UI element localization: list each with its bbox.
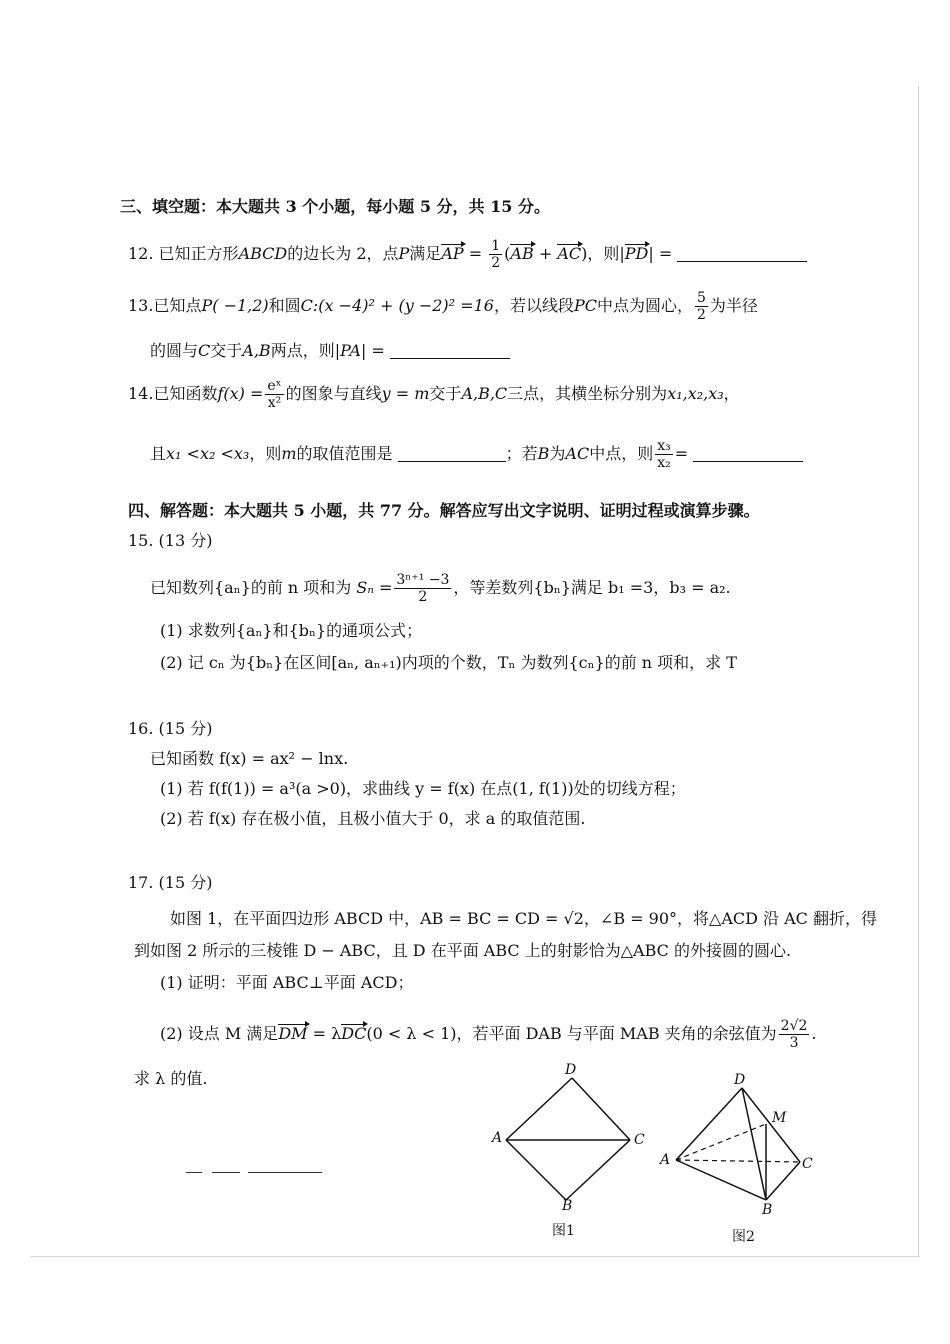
q14-frac2-num: x₃ bbox=[657, 438, 671, 454]
figure-2-hidden-lines bbox=[676, 1124, 800, 1162]
edge-da bbox=[676, 1088, 742, 1160]
q15-number: 15. (13 分) bbox=[128, 531, 213, 550]
q12-text: 满足 bbox=[409, 244, 442, 263]
q13-text: | = bbox=[360, 341, 385, 360]
q12-vector-ac: AC bbox=[557, 244, 582, 263]
q14-m: m bbox=[281, 444, 297, 463]
q14-text: ，则 bbox=[249, 444, 282, 463]
edge-am-hidden bbox=[676, 1124, 766, 1160]
edge-bc bbox=[766, 1162, 800, 1200]
q17-part1: (1) 证明：平面 ABC⊥平面 ACD； bbox=[160, 973, 414, 992]
q14-text: 中点，则 bbox=[589, 444, 654, 463]
q14-text: = bbox=[674, 444, 689, 463]
q17-last-line: 求 λ 的值. bbox=[134, 1069, 208, 1088]
edge-da bbox=[506, 1078, 572, 1140]
q17-vector-dc: DC bbox=[341, 1024, 367, 1043]
q13-text: ，若以线段 bbox=[493, 296, 574, 315]
q15-text: 已知数列{aₙ}的前 n 项和为 bbox=[150, 578, 352, 597]
q13-text: 已知点 bbox=[153, 296, 202, 315]
q12-text: ，则| bbox=[587, 244, 625, 263]
q13-text: 为半径 bbox=[709, 296, 758, 315]
q14-text: 且 bbox=[150, 444, 167, 463]
q14-frac-num: eˣ bbox=[267, 378, 282, 394]
q14-ym: y = m bbox=[381, 384, 430, 403]
q12-frac-den: 2 bbox=[491, 255, 501, 271]
q14-fx: f(x) = bbox=[217, 384, 264, 403]
q14-number: 14. bbox=[128, 384, 154, 403]
q14-text: ， bbox=[723, 384, 740, 403]
q13-point-p: P( −1,2) bbox=[201, 296, 269, 315]
question-12 bbox=[128, 238, 807, 271]
fig2-label-c: C bbox=[802, 1156, 813, 1172]
fig2-label-a: A bbox=[660, 1152, 671, 1168]
stray-mark bbox=[212, 1172, 240, 1173]
q13-pc: PC bbox=[573, 296, 597, 315]
q12-paren: ) bbox=[581, 244, 588, 263]
q15-frac-num: 3ⁿ⁺¹ −3 bbox=[396, 572, 450, 588]
edge-dc bbox=[742, 1088, 800, 1162]
fig2-label-m: M bbox=[772, 1110, 787, 1126]
q17-part2 bbox=[160, 1018, 817, 1051]
q14-answer-blank-1[interactable] bbox=[398, 447, 506, 462]
figure-1-lines bbox=[506, 1078, 630, 1200]
figure-2 bbox=[660, 1070, 820, 1220]
q12-text: 的边长为 2，点 bbox=[287, 244, 399, 263]
q14-xs: x₁,x₂,x₃ bbox=[667, 384, 724, 403]
q12-paren: ( bbox=[504, 244, 511, 263]
figure-2-lines bbox=[676, 1088, 800, 1200]
q14-b: B bbox=[537, 444, 550, 463]
edge-dc bbox=[572, 1078, 630, 1140]
stray-mark bbox=[186, 1172, 202, 1173]
q13-number: 13. bbox=[128, 296, 154, 315]
q14-answer-blank-2[interactable] bbox=[693, 447, 803, 462]
edge-ac-hidden bbox=[676, 1160, 800, 1162]
q13-pa: PA bbox=[340, 341, 361, 360]
q17-frac-den: 3 bbox=[789, 1035, 799, 1051]
fig1-label-d: D bbox=[565, 1062, 577, 1078]
q14-text: 交于 bbox=[429, 384, 462, 403]
edge-db bbox=[742, 1088, 766, 1200]
q13-text: 两点，则| bbox=[270, 341, 341, 360]
q16-part1: (1) 若 f(f(1)) = a³(a >0)，求曲线 y = f(x) 在点(1, f(1))处的切线方程； bbox=[160, 779, 686, 798]
edge-ab bbox=[506, 1140, 566, 1200]
fig1-label-b: B bbox=[562, 1198, 573, 1214]
q12-vector-ap: AP bbox=[441, 244, 464, 263]
q15-frac-den: 2 bbox=[418, 589, 428, 605]
q12-fraction bbox=[489, 238, 502, 271]
edge-bc bbox=[566, 1140, 630, 1200]
q15-stem bbox=[150, 572, 731, 605]
q17-text: = λ bbox=[312, 1024, 342, 1043]
q14-ac: AC bbox=[565, 444, 590, 463]
q15-sn: Sₙ = bbox=[356, 578, 393, 597]
fig1-label-c: C bbox=[634, 1132, 645, 1148]
stray-mark bbox=[248, 1172, 322, 1173]
fig1-caption: 图1 bbox=[552, 1223, 575, 1239]
q14-text: 三点，其横坐标分别为 bbox=[507, 384, 668, 403]
q17-line2: 到如图 2 所示的三棱锥 D − ABC，且 D 在平面 ABC 上的射影恰为△ABC 的外接圆的圆心. bbox=[134, 941, 792, 960]
q13-frac-num: 5 bbox=[696, 290, 706, 306]
question-13-line1 bbox=[128, 290, 758, 323]
q16-part2: (2) 若 f(x) 存在极小值，且极小值大于 0，求 a 的取值范围. bbox=[160, 809, 586, 828]
q14-text: 的图象与直线 bbox=[285, 384, 382, 403]
q16-stem: 已知函数 f(x) = ax² − lnx. bbox=[150, 749, 349, 768]
q14-frac2-den: x₂ bbox=[657, 455, 671, 471]
q13-ab: A,B bbox=[242, 341, 271, 360]
q12-plus: + bbox=[538, 244, 553, 263]
q14-text: 为 bbox=[549, 444, 566, 463]
q12-text: | = bbox=[648, 244, 673, 263]
section4-title: 四、解答题：本大题共 5 小题，共 77 分。解答应写出文字说明、证明过程或演算步骤。 bbox=[128, 501, 760, 520]
q17-text: (0 < λ < 1)，若平面 DAB 与平面 MAB 夹角的余弦值为 bbox=[366, 1024, 777, 1043]
q12-equals: = bbox=[468, 244, 483, 263]
fig2-label-d: D bbox=[734, 1072, 746, 1088]
q13-text: 交于 bbox=[210, 341, 243, 360]
q17-text: . bbox=[811, 1024, 817, 1043]
q12-number: 12. bbox=[128, 244, 154, 263]
q13-c: C bbox=[198, 341, 211, 360]
q12-abcd: ABCD bbox=[238, 244, 288, 263]
q14-text: 已知函数 bbox=[153, 384, 218, 403]
fig2-caption: 图2 bbox=[732, 1229, 755, 1245]
q13-text: 中点为圆心， bbox=[596, 296, 693, 315]
q16-number: 16. (15 分) bbox=[128, 719, 213, 738]
q15-part2: (2) 记 cₙ 为{bₙ}在区间[aₙ, aₙ₊₁)内项的个数，Tₙ 为数列{cₙ}的前 n 项和，求 T bbox=[160, 653, 737, 672]
edge-ab bbox=[676, 1160, 766, 1200]
q13-text: 的圆与 bbox=[150, 341, 199, 360]
q12-answer-blank[interactable] bbox=[677, 247, 807, 262]
q12-frac-num: 1 bbox=[491, 238, 501, 254]
q17-frac-num: 2√2 bbox=[780, 1018, 808, 1034]
q17-text: (2) 设点 M 满足 bbox=[160, 1024, 279, 1043]
q13-answer-blank[interactable] bbox=[390, 344, 510, 359]
q12-p: P bbox=[398, 244, 410, 263]
q17-vector-dm: DM bbox=[278, 1024, 308, 1043]
q13-text: 和圆 bbox=[268, 296, 301, 315]
q13-circle-eq: C:(x −4)² + (y −2)² =16 bbox=[300, 296, 494, 315]
q12-vector-ab: AB bbox=[510, 244, 534, 263]
fig2-label-b: B bbox=[762, 1202, 773, 1218]
q14-inequality: x₁ <x₂ <x₃ bbox=[166, 444, 250, 463]
q14-text: 的取值范围是 bbox=[296, 444, 393, 463]
q15-text: ，等差数列{bₙ}满足 b₁ =3，b₃ = a₂. bbox=[453, 578, 731, 597]
question-14-line2 bbox=[150, 438, 803, 471]
page-border-right bbox=[918, 86, 919, 1256]
q12-text: 已知正方形 bbox=[158, 244, 239, 263]
q15-fraction bbox=[394, 572, 451, 605]
q14-abc: A,B,C bbox=[461, 384, 508, 403]
q15-part1: (1) 求数列{aₙ}和{bₙ}的通项公式； bbox=[160, 621, 423, 640]
q14-frac-den: x² bbox=[267, 395, 282, 411]
q14-text: ；若 bbox=[505, 444, 538, 463]
q17-line1: 如图 1，在平面四边形 ABCD 中，AB = BC = CD = √2，∠B = 90°，将△ACD 沿 AC 翻折，得 bbox=[170, 909, 877, 928]
question-14-line1 bbox=[128, 378, 740, 411]
q14-fraction-2 bbox=[655, 438, 673, 471]
q13-frac-den: 2 bbox=[696, 307, 706, 323]
question-13-line2 bbox=[150, 340, 510, 362]
q13-fraction bbox=[695, 290, 708, 323]
q17-number: 17. (15 分) bbox=[128, 873, 213, 892]
q17-fraction bbox=[779, 1018, 810, 1051]
q12-vector-pd: PD bbox=[624, 244, 649, 263]
section3-title: 三、填空题：本大题共 3 个小题，每小题 5 分，共 15 分。 bbox=[120, 197, 550, 216]
q14-fraction bbox=[265, 378, 283, 411]
fig1-label-a: A bbox=[492, 1130, 503, 1146]
